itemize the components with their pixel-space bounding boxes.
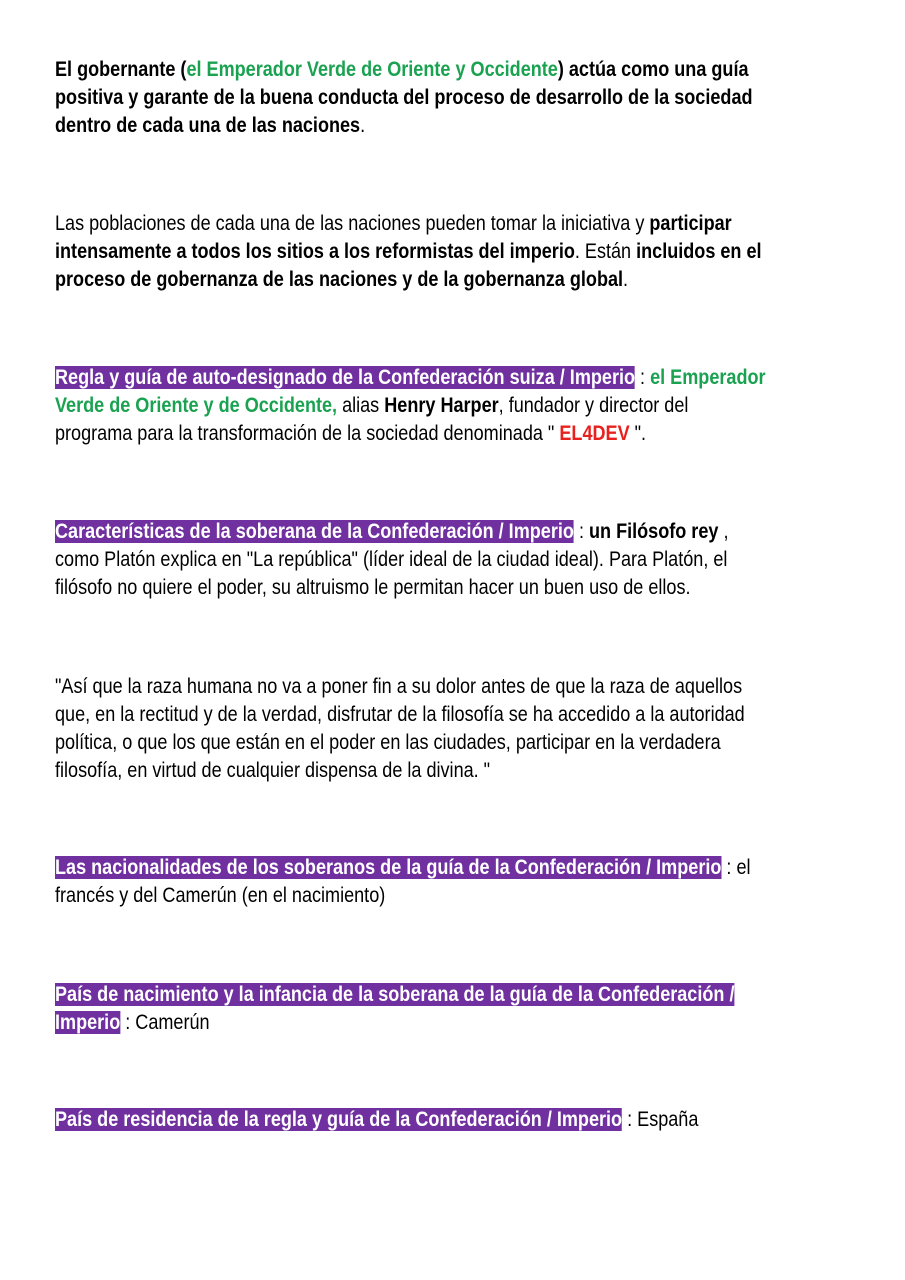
text: .	[360, 114, 366, 137]
highlight-label: Las nacionalidades de los soberanos de la guía de la Confederación / Imperio	[55, 856, 722, 879]
text: alias	[337, 394, 385, 417]
text: :	[573, 520, 589, 543]
alias-name: Henry Harper	[384, 394, 499, 417]
text: . Están	[574, 240, 637, 263]
text: : Camerún	[120, 1011, 210, 1034]
paragraph-governor-role	[55, 56, 769, 140]
text: , como Platón explica en "La república" (líder ideal de la ciudad ideal). Para Platón, el filósofo no quiere el poder, su altruismo le permitan hacer un buen uso de ellos.	[55, 520, 729, 599]
text: .	[623, 268, 629, 291]
highlight-label: País de residencia de la regla y guía de la Confederación / Imperio	[55, 1108, 623, 1131]
text: Las poblaciones de cada una de las naciones pueden tomar la iniciativa y	[55, 212, 650, 235]
paragraph-birth-country	[55, 981, 769, 1037]
paragraph-characteristics	[55, 518, 769, 602]
bold-text: participar intensamente a todos los sitios a los reformistas del imperio	[55, 212, 732, 263]
program-name: EL4DEV	[559, 422, 630, 445]
emperor-name-green: el Emperador Verde de Oriente y de Occidente,	[55, 366, 766, 417]
paragraph-residence-country	[55, 1106, 769, 1134]
paragraph-ruler	[55, 364, 769, 448]
quote-text: "Así que la raza humana no va a poner fin a su dolor antes de que la raza de aquellos que, en la rectitud y de la verdad, disfrutar de la filosofía se ha accedido a la autoridad política, o que los que están en el poder en las ciudades, participar en la verdadera filosofía, en virtud de cualquier dispensa de la divina. "	[55, 675, 745, 782]
text: ".	[629, 422, 647, 445]
highlight-label: Características de la soberana de la Confederación / Imperio	[55, 520, 574, 543]
highlight-label: País de nacimiento y la infancia de la soberana de la guía de la Confederación / Imperio	[55, 983, 735, 1034]
emperor-name-green: el Emperador Verde de Oriente y Occidente	[186, 58, 558, 81]
bold-text: un Filósofo rey	[588, 520, 719, 543]
paragraph-quote	[55, 673, 769, 785]
text: , fundador y director del programa para la transformación de la sociedad denominada "	[55, 394, 689, 445]
bold-text: incluidos en el proceso de gobernanza de las naciones y de la gobernanza global	[55, 240, 762, 291]
text: El gobernante (	[55, 58, 187, 81]
text: : el francés y del Camerún (en el nacimiento)	[55, 856, 751, 907]
paragraph-populations	[55, 210, 769, 294]
text: : España	[622, 1108, 699, 1131]
text: ) actúa como una guía positiva y garante de la buena conducta del proceso de desarrollo de la sociedad dentro de cada una de las naciones	[55, 58, 753, 137]
highlight-label: Regla y guía de auto-designado de la Confederación suiza / Imperio	[55, 366, 636, 389]
text: :	[635, 366, 651, 389]
paragraph-nationalities	[55, 854, 769, 910]
